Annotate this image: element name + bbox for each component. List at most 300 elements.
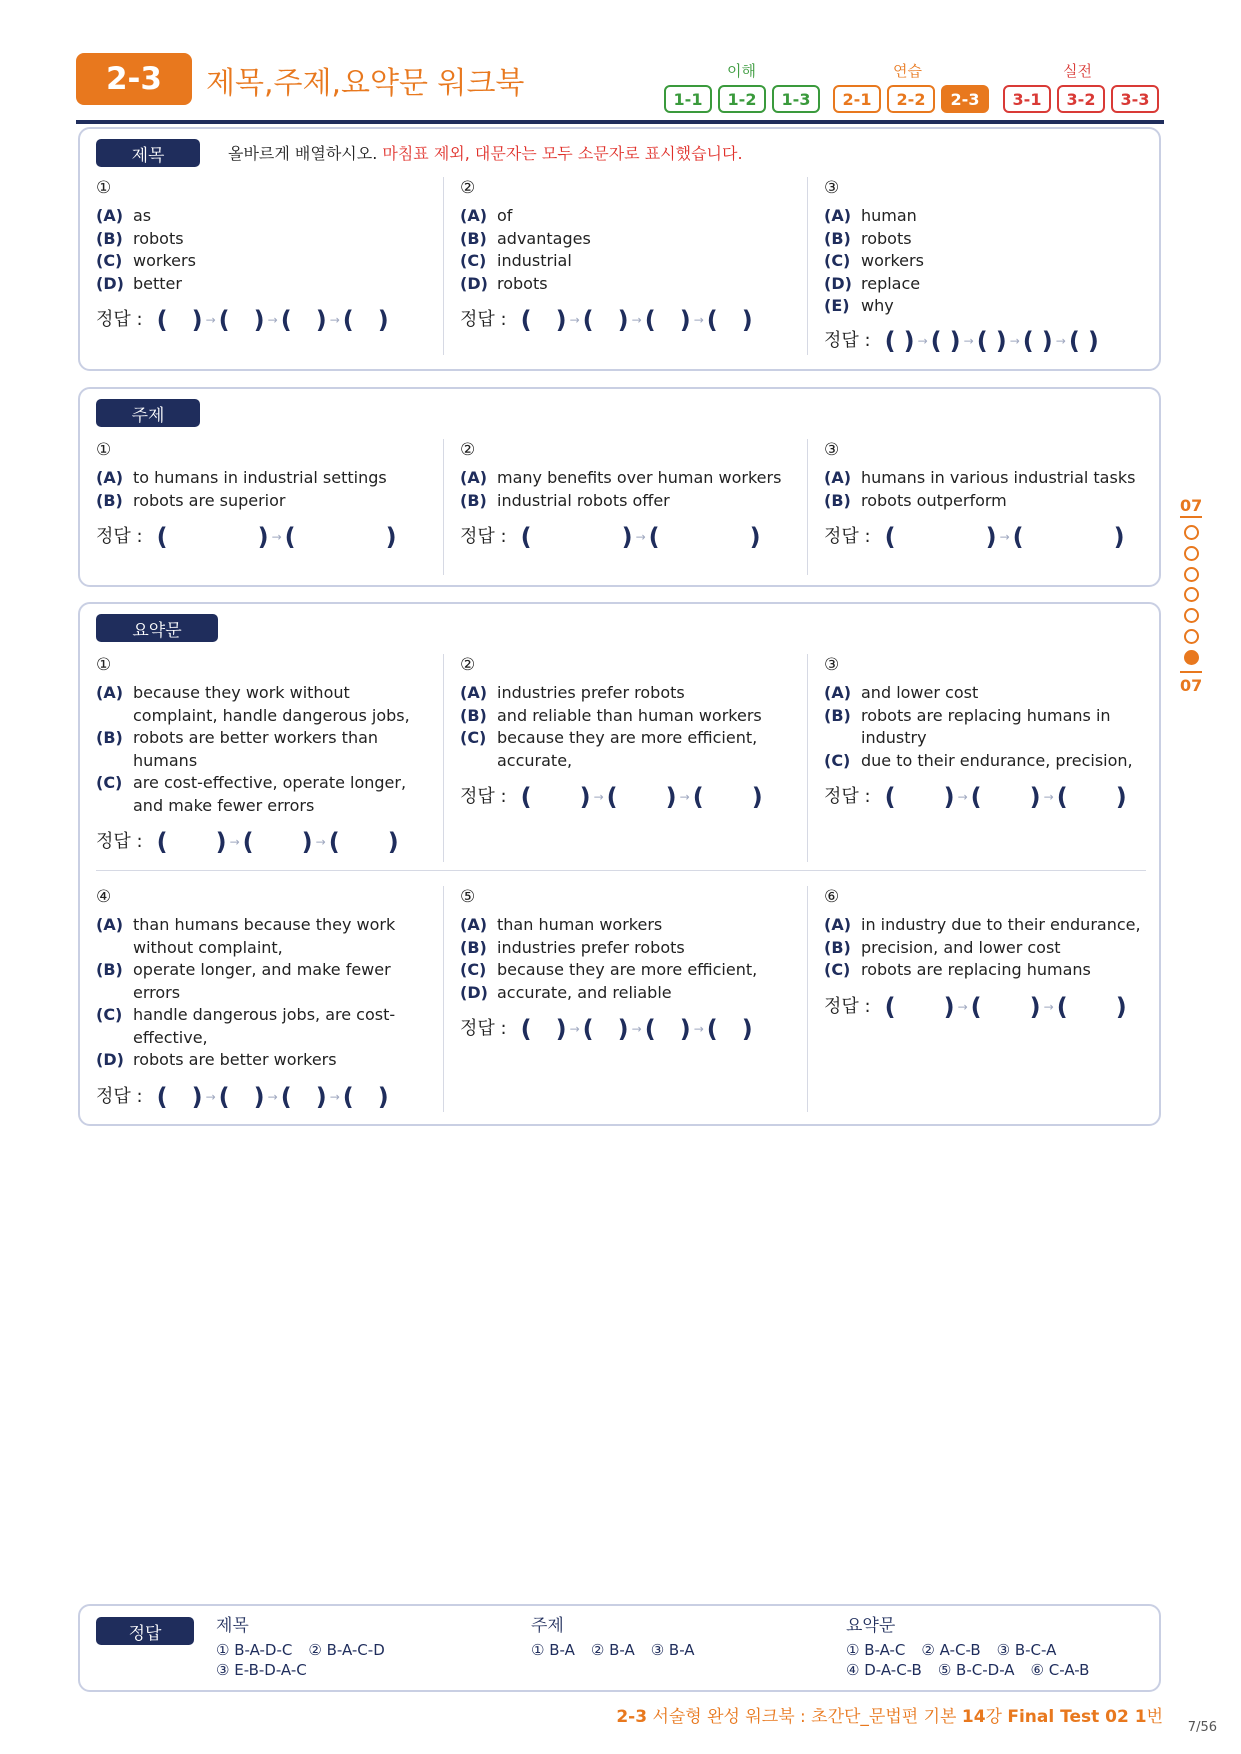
option-label: (B) (824, 705, 851, 725)
parenthesis: ( (976, 326, 988, 355)
parenthesis: ( (970, 783, 982, 811)
answer-slot[interactable] (342, 306, 389, 334)
question-number: ③ (824, 178, 840, 198)
summary-question-5 (460, 886, 790, 1041)
parenthesis: ( (884, 992, 896, 1021)
answer-slot[interactable] (706, 1015, 753, 1043)
footer-caption (616, 1702, 1163, 1727)
option-label: (D) (460, 982, 488, 1002)
arrow-icon: → (593, 790, 604, 804)
row-divider (96, 870, 1146, 871)
answer-slot[interactable] (644, 1015, 691, 1043)
parenthesis: ) (943, 783, 955, 811)
step-2-3[interactable]: 2-3 (941, 85, 989, 113)
answer-slot[interactable] (976, 326, 1007, 355)
option-item (96, 727, 426, 772)
option-text: and reliable than human workers (497, 705, 762, 725)
parenthesis: ( (930, 326, 942, 355)
parenthesis: ( (884, 783, 896, 811)
parenthesis: ( (884, 326, 896, 355)
option-item (824, 273, 1154, 296)
option-label: (A) (824, 683, 852, 702)
option-text: robots are replacing humans (861, 960, 1091, 979)
answer-slot[interactable] (1068, 326, 1099, 355)
arrow-icon: → (1043, 999, 1054, 1014)
arrow-icon: → (569, 313, 580, 327)
option-text: robots are superior (133, 490, 286, 510)
option-label: (D) (96, 1050, 124, 1069)
step-3-3[interactable]: 3-3 (1111, 85, 1159, 113)
column-divider (443, 439, 444, 575)
option-label: (B) (824, 228, 851, 248)
option-label: (B) (96, 228, 123, 248)
option-item (460, 205, 790, 228)
side-nav-bar-top (1180, 516, 1202, 518)
lesson-badge: 2-3 (76, 53, 192, 105)
option-label: (C) (96, 1005, 123, 1024)
option-item (460, 959, 790, 982)
answer-slot[interactable] (280, 1082, 327, 1111)
answer-slot[interactable] (648, 523, 761, 551)
instruction-highlight: 마침표 제외, 대문자는 모두 소문자로 표시했습니다. (377, 144, 743, 163)
parenthesis: ) (1113, 523, 1125, 551)
option-label: (B) (96, 728, 123, 747)
answer-label: 정답 : (824, 526, 871, 547)
option-item (96, 772, 426, 817)
parenthesis: ( (342, 1082, 354, 1111)
answer-slot[interactable] (218, 1082, 265, 1111)
answer-slot[interactable] (156, 828, 227, 856)
option-item (460, 273, 790, 296)
answer-key-line (846, 1640, 1105, 1660)
nav-dot[interactable] (1184, 525, 1199, 540)
parenthesis: ) (377, 1082, 389, 1111)
step-1-3[interactable]: 1-3 (772, 85, 820, 113)
parenthesis: ( (692, 783, 704, 811)
answer-row (460, 1015, 790, 1043)
answer-key-topic (531, 1616, 711, 1660)
option-text: accurate, and reliable (497, 982, 672, 1002)
answer-key-item: ② A-C-B (921, 1641, 981, 1659)
answer-slot[interactable] (692, 783, 763, 811)
option-label: (C) (460, 251, 487, 270)
answer-slot[interactable] (884, 992, 955, 1021)
option-text: because they work without complaint, handle dangerous jobs, (133, 683, 410, 725)
parenthesis: ( (1056, 992, 1068, 1021)
answer-slot[interactable] (606, 783, 677, 811)
option-text: human (861, 206, 917, 225)
option-label: (A) (96, 468, 124, 487)
parenthesis: ) (995, 326, 1007, 355)
answer-slot[interactable] (156, 306, 203, 334)
option-text: of (497, 206, 513, 225)
answer-key-line (531, 1640, 711, 1660)
side-nav-number-top: 07 (1180, 496, 1203, 515)
parenthesis: ( (520, 306, 532, 334)
parenthesis: ( (520, 523, 532, 551)
column-divider (443, 177, 444, 355)
answer-key-heading: 제목 (216, 1616, 249, 1636)
arrow-icon: → (1055, 333, 1066, 348)
option-item (96, 490, 426, 513)
summary-question-4 (96, 886, 426, 1111)
parenthesis: ( (280, 1082, 292, 1111)
answer-slot[interactable] (520, 783, 591, 811)
page-title: 제목,주제,요약문 워크북 (206, 66, 525, 101)
option-item (824, 205, 1154, 228)
answer-key-line (846, 1660, 1105, 1680)
answer-slot[interactable] (156, 1082, 203, 1111)
option-label: (B) (96, 960, 123, 979)
answer-slot[interactable] (1022, 326, 1053, 355)
option-label: (E) (824, 296, 850, 315)
title-panel (78, 127, 1161, 371)
option-item (824, 228, 1154, 251)
parenthesis: ( (242, 828, 254, 856)
footer-text-1: 서술형 완성 워크북 : 초간단_문법편 기본 (647, 1707, 962, 1727)
option-label: (A) (460, 683, 488, 702)
nav-dot[interactable] (1184, 587, 1199, 602)
answer-slot[interactable] (520, 523, 633, 551)
parenthesis: ) (315, 306, 327, 334)
option-text: due to their endurance, precision, (861, 750, 1133, 770)
option-item (460, 250, 790, 273)
option-text: robots (133, 228, 184, 248)
parenthesis: ) (1029, 783, 1041, 811)
arrow-icon: → (957, 999, 968, 1014)
answer-row (96, 523, 426, 551)
option-item (824, 937, 1154, 960)
parenthesis: ( (582, 1015, 594, 1043)
option-item (96, 228, 426, 251)
summary-section-label: 요약문 (96, 614, 218, 642)
parenthesis: ( (884, 523, 896, 551)
option-text: than human workers (497, 915, 663, 934)
nav-dot-current[interactable] (1184, 650, 1199, 665)
arrow-icon: → (271, 530, 282, 544)
answer-key-item: ④ D-A-C-B (846, 1661, 922, 1679)
option-item (824, 705, 1154, 750)
parenthesis: ) (191, 306, 203, 334)
nav-dot[interactable] (1184, 629, 1199, 644)
topic-question-1 (96, 439, 426, 549)
answer-label: 정답 : (824, 329, 871, 351)
option-text: industries prefer robots (497, 683, 685, 702)
parenthesis: ( (520, 783, 532, 811)
answer-row (460, 523, 800, 551)
arrow-icon: → (1009, 333, 1020, 348)
answer-row (96, 828, 426, 856)
summary-question-3 (824, 654, 1154, 809)
answer-row (96, 1082, 426, 1111)
topic-section-label: 주제 (96, 399, 200, 427)
option-label: (A) (824, 206, 852, 225)
option-text: as (133, 206, 152, 225)
answer-slot[interactable] (970, 783, 1041, 811)
answer-key-heading: 요약문 (846, 1616, 896, 1636)
parenthesis: ( (156, 1082, 168, 1111)
topic-panel (78, 387, 1161, 587)
answer-slot[interactable] (520, 1015, 567, 1043)
parenthesis: ) (749, 523, 761, 551)
answer-slot[interactable] (582, 1015, 629, 1043)
answer-label: 정답 : (460, 309, 507, 330)
option-item (96, 959, 426, 1004)
option-item (96, 1004, 426, 1049)
answer-slot[interactable] (706, 306, 753, 334)
arrow-icon: → (999, 530, 1010, 544)
column-divider (807, 886, 808, 1112)
answer-key-item: ③ B-A (650, 1641, 695, 1659)
answer-slot[interactable] (156, 523, 269, 551)
question-number: ② (460, 655, 476, 675)
option-item (460, 937, 790, 960)
arrow-icon: → (229, 835, 240, 849)
question-number: ② (460, 440, 476, 460)
instruction-normal: 올바르게 배열하시오. (228, 144, 378, 163)
answer-key-item: ② B-A (590, 1641, 635, 1659)
parenthesis: ) (985, 523, 997, 551)
answer-slot[interactable] (328, 828, 399, 856)
arrow-icon: → (635, 530, 646, 544)
option-item (824, 959, 1154, 982)
answer-slot[interactable] (1056, 783, 1127, 811)
answer-key-summary (846, 1616, 1105, 1680)
parenthesis: ) (1029, 992, 1041, 1021)
option-text: robots are better workers than humans (133, 728, 379, 770)
answer-row (460, 783, 790, 811)
answer-slot[interactable] (342, 1082, 389, 1111)
answer-slot[interactable] (1012, 523, 1125, 551)
option-item (460, 914, 790, 937)
answer-slot[interactable] (884, 326, 915, 355)
parenthesis: ( (644, 306, 656, 334)
option-item (824, 682, 1154, 705)
header-divider (76, 120, 1164, 124)
answer-key-item: ⑤ B-C-D-A (937, 1661, 1015, 1679)
step-3-1[interactable]: 3-1 (1003, 85, 1051, 113)
answer-key-item: ③ B-C-A (996, 1641, 1057, 1659)
answer-slot[interactable] (242, 828, 313, 856)
parenthesis: ( (156, 523, 168, 551)
question-number: ① (96, 440, 112, 460)
parenthesis: ) (1115, 992, 1127, 1021)
option-item (824, 250, 1154, 273)
answer-label: 정답 : (824, 786, 871, 807)
option-text: operate longer, and make fewer errors (133, 960, 391, 1002)
arrow-icon: → (205, 1089, 216, 1104)
option-text: many benefits over human workers (497, 468, 782, 487)
summary-question-1 (96, 654, 426, 854)
option-item (96, 914, 426, 959)
option-item (96, 250, 426, 273)
step-1-2[interactable]: 1-2 (718, 85, 766, 113)
answer-slot[interactable] (970, 992, 1041, 1021)
option-label: (B) (824, 937, 851, 957)
parenthesis: ( (280, 306, 292, 334)
answer-label: 정답 : (96, 1085, 143, 1107)
option-label: (D) (96, 273, 124, 293)
parenthesis: ) (555, 306, 567, 334)
option-text: precision, and lower cost (861, 937, 1061, 957)
column-divider (443, 886, 444, 1112)
step-2-2[interactable]: 2-2 (887, 85, 935, 113)
option-text: robots outperform (861, 490, 1007, 510)
parenthesis: ( (156, 828, 168, 856)
option-item (824, 750, 1154, 773)
question-number: ③ (824, 655, 840, 675)
option-item (460, 682, 790, 705)
option-label: (B) (460, 937, 487, 957)
answer-slot[interactable] (1056, 992, 1127, 1021)
topic-question-2 (460, 439, 800, 549)
parenthesis: ( (706, 306, 718, 334)
answer-slot[interactable] (930, 326, 961, 355)
parenthesis: ) (665, 783, 677, 811)
group-label-understand: 이해 (727, 62, 756, 80)
parenthesis: ( (342, 306, 354, 334)
parenthesis: ( (1012, 523, 1024, 551)
option-text: because they are more efficient, (497, 960, 758, 979)
answer-key-line (216, 1660, 401, 1680)
answer-slot[interactable] (884, 783, 955, 811)
answer-slot[interactable] (280, 306, 327, 334)
answer-row (460, 306, 790, 334)
answer-slot[interactable] (520, 306, 567, 334)
option-text: robots (497, 273, 548, 293)
instruction-text (228, 141, 743, 164)
option-text: industrial robots offer (497, 490, 670, 510)
parenthesis: ) (1115, 783, 1127, 811)
page-number: 7/56 (1187, 1720, 1217, 1735)
answer-row (824, 783, 1154, 811)
option-text: robots (861, 228, 912, 248)
parenthesis: ( (1022, 326, 1034, 355)
answer-label: 정답 : (460, 526, 507, 547)
parenthesis: ) (679, 306, 691, 334)
parenthesis: ) (387, 828, 399, 856)
arrow-icon: → (267, 1089, 278, 1104)
arrow-icon: → (315, 835, 326, 849)
parenthesis: ) (617, 306, 629, 334)
option-label: (B) (824, 490, 851, 510)
answer-key-panel (78, 1604, 1161, 1692)
answer-slot[interactable] (218, 306, 265, 334)
parenthesis: ( (328, 828, 340, 856)
answer-key-label: 정답 (96, 1617, 194, 1645)
question-number: ① (96, 655, 112, 675)
answer-key-item: ⑥ C-A-B (1030, 1661, 1090, 1679)
option-item (824, 467, 1154, 490)
parenthesis: ) (741, 1015, 753, 1043)
answer-slot[interactable] (284, 523, 397, 551)
arrow-icon: → (679, 790, 690, 804)
parenthesis: ( (1056, 783, 1068, 811)
option-text: advantages (497, 228, 591, 248)
parenthesis: ) (617, 1015, 629, 1043)
option-item (96, 1049, 426, 1072)
question-number: ④ (96, 887, 112, 907)
answer-key-heading: 주제 (531, 1616, 564, 1636)
answer-key-item: ① B-A-C (846, 1641, 906, 1659)
column-divider (807, 654, 808, 862)
nav-dot[interactable] (1184, 567, 1199, 582)
option-text: and lower cost (861, 683, 979, 702)
arrow-icon: → (693, 313, 704, 327)
answer-row (824, 992, 1154, 1021)
answer-key-item: ① B-A-D-C (216, 1641, 293, 1659)
parenthesis: ( (970, 992, 982, 1021)
option-label: (D) (824, 273, 852, 293)
option-label: (B) (96, 490, 123, 510)
answer-key-item: ① B-A (531, 1641, 575, 1659)
step-1-1[interactable]: 1-1 (664, 85, 712, 113)
parenthesis: ( (218, 306, 230, 334)
summary-panel (78, 602, 1161, 1126)
option-label: (A) (824, 915, 852, 934)
answer-slot[interactable] (644, 306, 691, 334)
option-text: why (861, 296, 894, 315)
parenthesis: ) (315, 1082, 327, 1111)
answer-label: 정답 : (824, 995, 871, 1017)
option-text: in industry due to their endurance, (861, 915, 1141, 934)
option-item (460, 490, 800, 513)
parenthesis: ) (257, 523, 269, 551)
option-text: workers (861, 251, 924, 270)
answer-slot[interactable] (884, 523, 997, 551)
option-item (96, 273, 426, 296)
option-label: (C) (824, 960, 851, 979)
option-text: robots are better workers (133, 1050, 337, 1069)
parenthesis: ) (751, 783, 763, 811)
parenthesis: ) (943, 992, 955, 1021)
parenthesis: ) (377, 306, 389, 334)
option-text: replace (861, 273, 921, 293)
answer-label: 정답 : (96, 309, 143, 330)
question-number: ⑤ (460, 887, 476, 907)
parenthesis: ) (741, 306, 753, 334)
footer-lesson: 2-3 (616, 1707, 648, 1727)
arrow-icon: → (1043, 790, 1054, 804)
nav-dot[interactable] (1184, 608, 1199, 623)
option-item (96, 682, 426, 727)
parenthesis: ) (191, 1082, 203, 1111)
answer-row (824, 326, 1154, 355)
option-label: (B) (460, 490, 487, 510)
answer-key-item: ② B-A-C-D (308, 1641, 385, 1659)
question-number: ③ (824, 440, 840, 460)
step-3-2[interactable]: 3-2 (1057, 85, 1105, 113)
parenthesis: ) (579, 783, 591, 811)
title-question-1 (96, 177, 426, 332)
parenthesis: ) (621, 523, 633, 551)
parenthesis: ( (582, 306, 594, 334)
parenthesis: ( (218, 1082, 230, 1111)
title-question-3 (824, 177, 1154, 355)
option-text: industrial (497, 251, 572, 270)
answer-slot[interactable] (582, 306, 629, 334)
option-text: than humans because they work without complaint, (133, 915, 396, 957)
option-label: (C) (96, 251, 123, 270)
nav-dot[interactable] (1184, 546, 1199, 561)
step-2-1[interactable]: 2-1 (833, 85, 881, 113)
answer-label: 정답 : (460, 786, 507, 807)
option-item (460, 705, 790, 728)
column-divider (443, 654, 444, 862)
parenthesis: ) (555, 1015, 567, 1043)
option-item (460, 228, 790, 251)
option-label: (C) (96, 773, 123, 792)
